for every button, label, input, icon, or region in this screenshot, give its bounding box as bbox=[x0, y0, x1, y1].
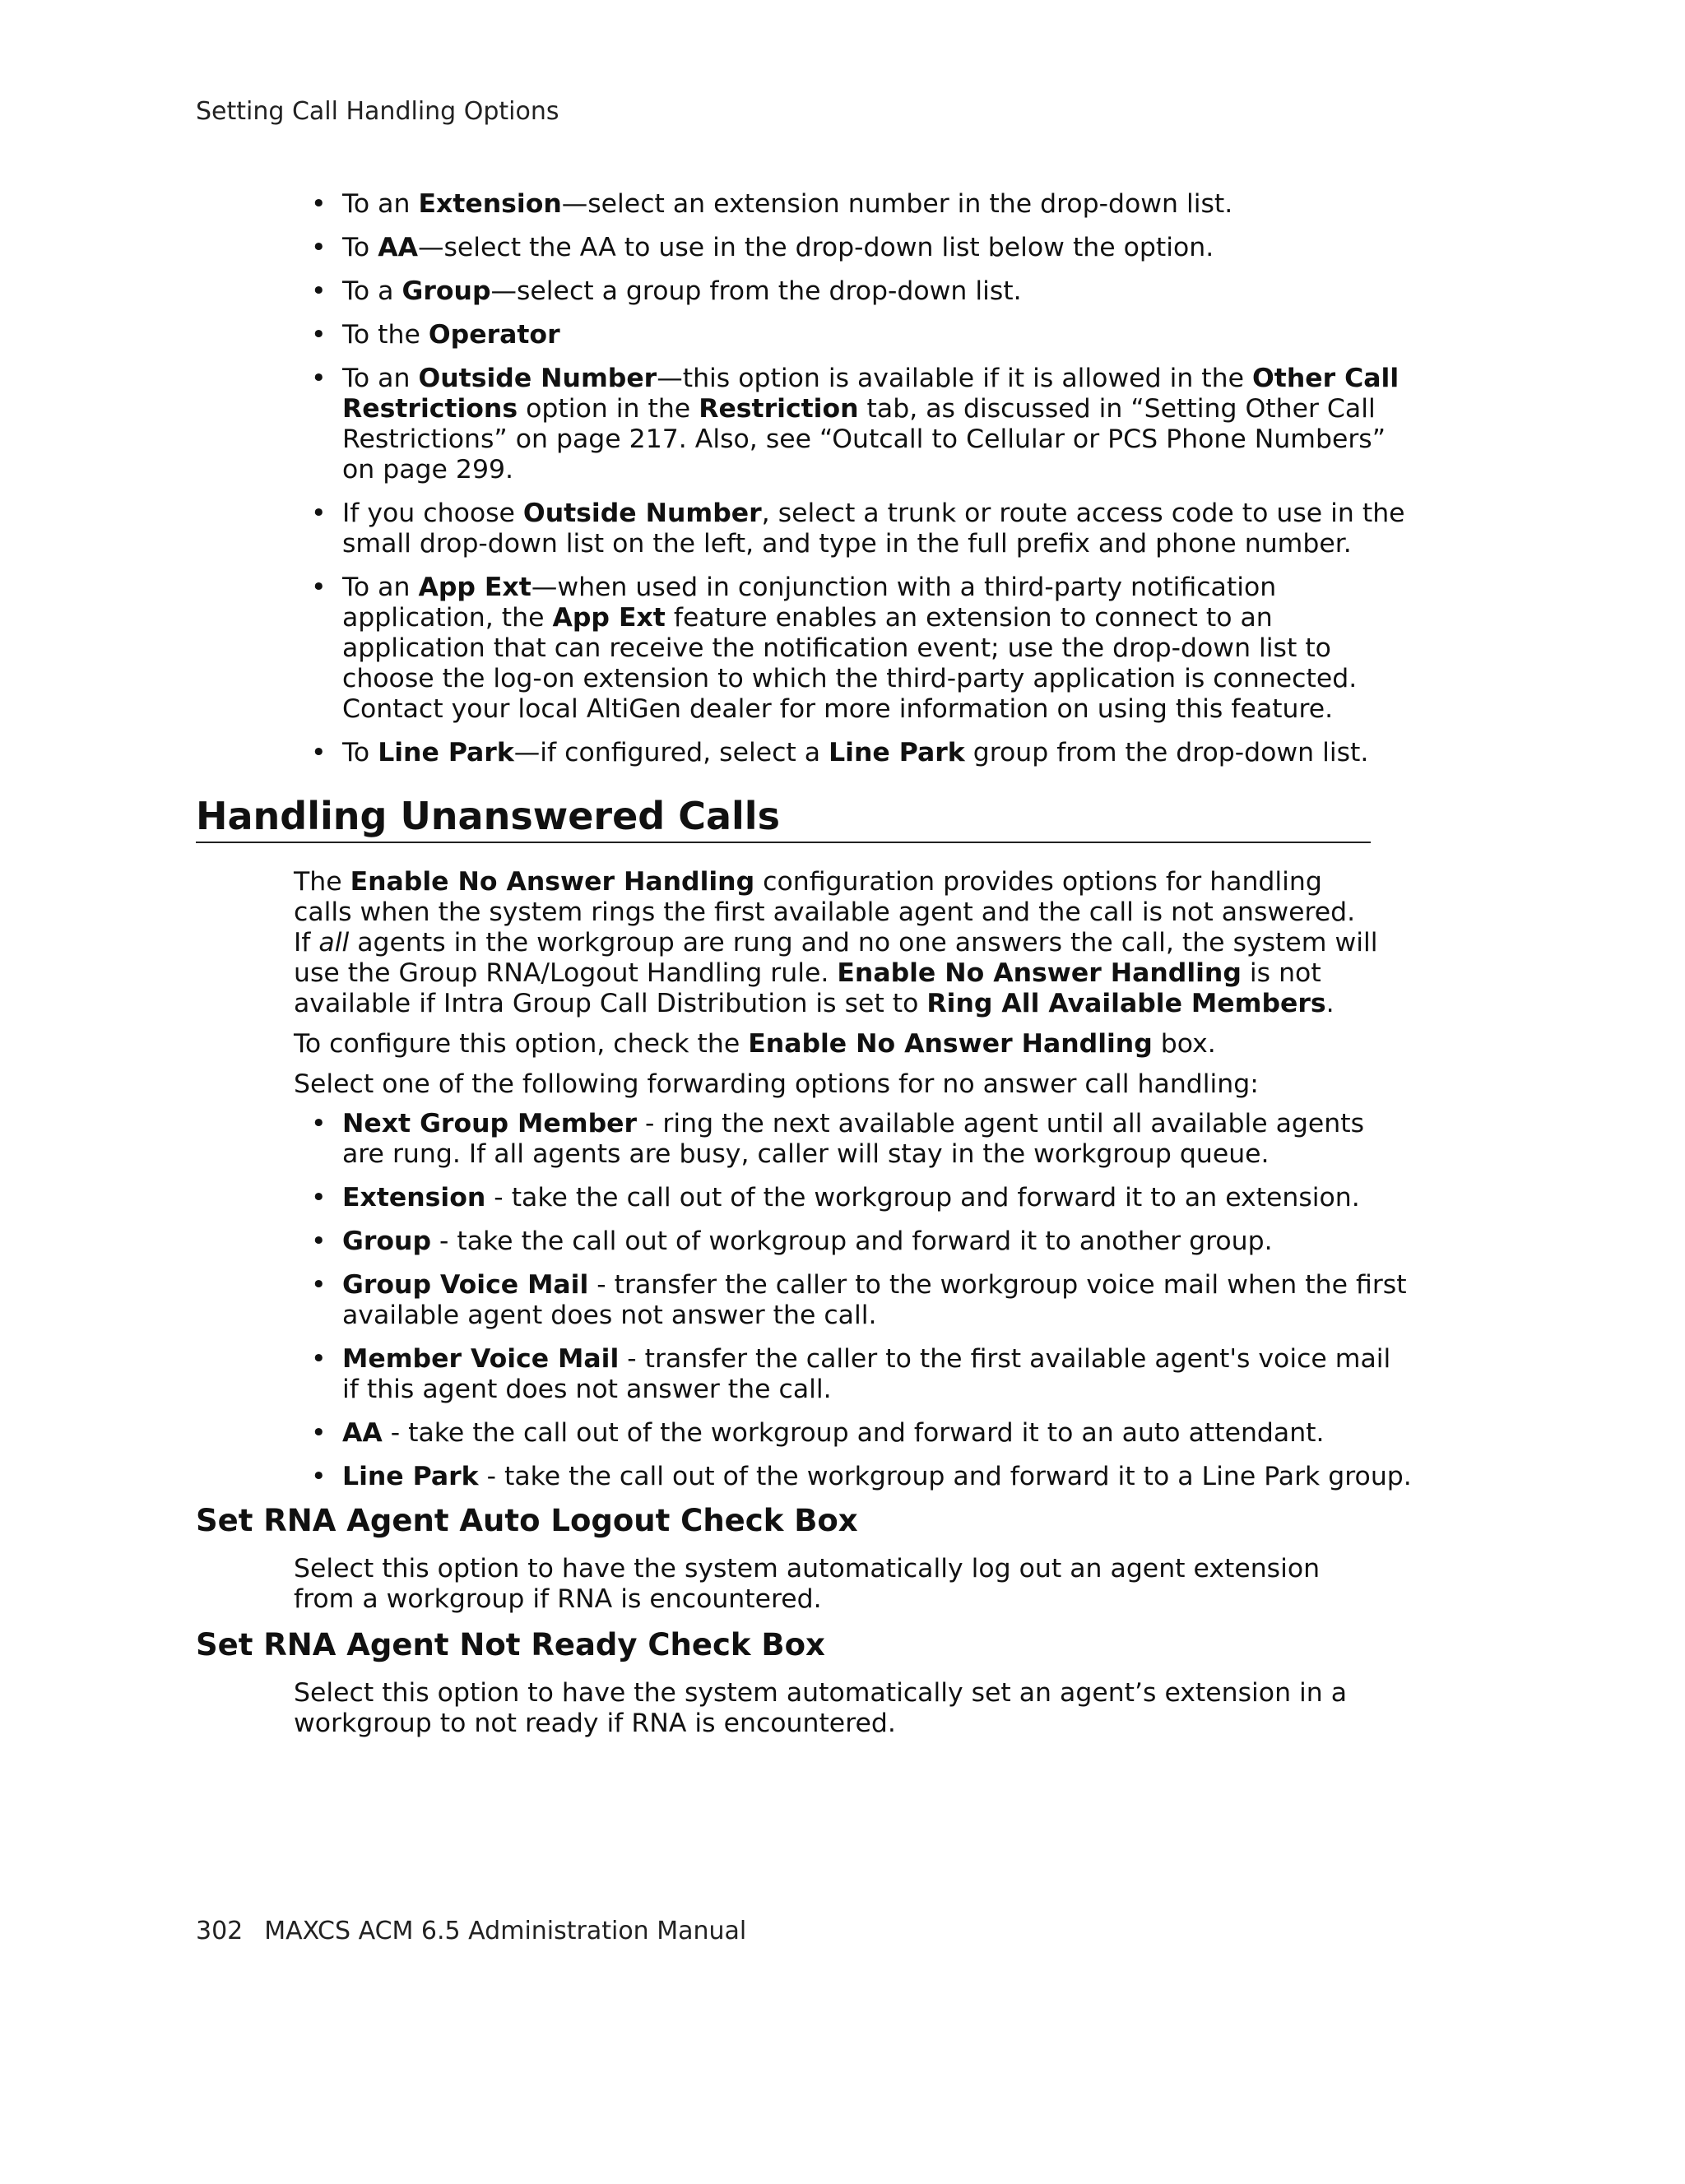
bullet-icon: • bbox=[311, 1418, 327, 1448]
list-item: • Line Park - take the call out of the workgroup and forward it to a Line Park group. bbox=[311, 1462, 1412, 1491]
subsection-text-not-ready bbox=[294, 1678, 1380, 1749]
running-header: Setting Call Handling Options bbox=[196, 97, 559, 126]
bullet-icon: • bbox=[311, 498, 327, 528]
paragraph: Select this option to have the system automatically set an agent’s extension in a workgroup to not ready if RNA is encountered. bbox=[294, 1678, 1348, 1738]
page-footer bbox=[196, 1917, 746, 1945]
bullet-icon: • bbox=[311, 1183, 327, 1213]
no-answer-options-list bbox=[311, 1109, 1412, 1505]
list-item: • To an Extension—select an extension number in the drop-down list. bbox=[311, 189, 1233, 219]
list-item: • AA - take the call out of the workgroup and forward it to an auto attendant. bbox=[311, 1418, 1325, 1448]
bullet-icon: • bbox=[311, 1270, 327, 1300]
bullet-icon: • bbox=[311, 364, 327, 393]
list-item: • To AA—select the AA to use in the drop-down list below the option. bbox=[311, 233, 1214, 262]
list-item: • If you choose Outside Number, select a trunk or route access code to use in the small drop-down list on the left, and type in the full prefix and phone number. bbox=[311, 498, 1405, 559]
list-item: • Group Voice Mail - transfer the caller to the workgroup voice mail when the first available agent does not answer the call. bbox=[311, 1270, 1407, 1330]
section-heading: Handling Unanswered Calls bbox=[196, 792, 1371, 843]
intro-paragraph: The Enable No Answer Handling configuration provides options for handling calls when the system rings the first available agent and the call is not answered. If all agents in the workgroup are rung and no one answers the call, the system will use the Group RNA/Logout Handling rule. Enable No Answer Handling is not available if Intra Group Call Distribution is set to Ring All Available Members. bbox=[294, 867, 1378, 1018]
paragraph: Select this option to have the system automatically log out an agent extension from a workgroup if RNA is encountered. bbox=[294, 1554, 1321, 1614]
forward-destination-list bbox=[311, 189, 1412, 781]
list-item: • Member Voice Mail - transfer the caller to the first available agent's voice mail if this agent does not answer the call. bbox=[311, 1344, 1391, 1404]
bullet-icon: • bbox=[311, 1462, 327, 1491]
list-item: • To Line Park—if configured, select a Line Park group from the drop-down list. bbox=[311, 738, 1369, 767]
subsection-text-auto-logout bbox=[294, 1554, 1380, 1625]
page-number: 302 bbox=[196, 1917, 244, 1945]
list-item: • To the Operator bbox=[311, 320, 560, 350]
select-paragraph: Select one of the following forwarding options for no answer call handling: bbox=[294, 1069, 1259, 1099]
bullet-icon: • bbox=[311, 1109, 327, 1138]
subsection-heading-auto-logout: Set RNA Agent Auto Logout Check Box bbox=[196, 1503, 858, 1538]
configure-paragraph: To configure this option, check the Enable No Answer Handling box. bbox=[294, 1029, 1216, 1059]
bullet-icon: • bbox=[311, 189, 327, 219]
list-item: • To an Outside Number—this option is available if it is allowed in the Other Call Restrictions option in the Restriction tab, as discussed in “Setting Other Call Restrictions” on page 217. Also, see “Outcall to Cellular or PCS Phone Numbers” on page 299. bbox=[311, 364, 1400, 485]
bullet-icon: • bbox=[311, 1344, 327, 1374]
section-intro bbox=[294, 867, 1380, 1110]
list-item: • Next Group Member - ring the next available agent until all available agents are rung. If all agents are busy, caller will stay in the workgroup queue. bbox=[311, 1109, 1365, 1169]
manual-title: MAXCS ACM 6.5 Administration Manual bbox=[264, 1917, 747, 1945]
bullet-icon: • bbox=[311, 233, 327, 262]
list-item: • To a Group—select a group from the drop-down list. bbox=[311, 276, 1022, 306]
list-item: • Group - take the call out of workgroup and forward it to another group. bbox=[311, 1226, 1273, 1256]
bullet-icon: • bbox=[311, 738, 327, 767]
bullet-icon: • bbox=[311, 1226, 327, 1256]
bullet-icon: • bbox=[311, 320, 327, 350]
subsection-heading-not-ready: Set RNA Agent Not Ready Check Box bbox=[196, 1627, 825, 1662]
bullet-icon: • bbox=[311, 276, 327, 306]
bullet-icon: • bbox=[311, 573, 327, 602]
list-item: • To an App Ext—when used in conjunction with a third-party notification application, the App Ext feature enables an extension to connect to an application that can receive the notification event; use the drop-down list to choose the log-on extension to which the third-party application is connected. Contact your local AltiGen dealer for more information on using this feature. bbox=[311, 573, 1358, 724]
list-item: • Extension - take the call out of the workgroup and forward it to an extension. bbox=[311, 1183, 1360, 1213]
